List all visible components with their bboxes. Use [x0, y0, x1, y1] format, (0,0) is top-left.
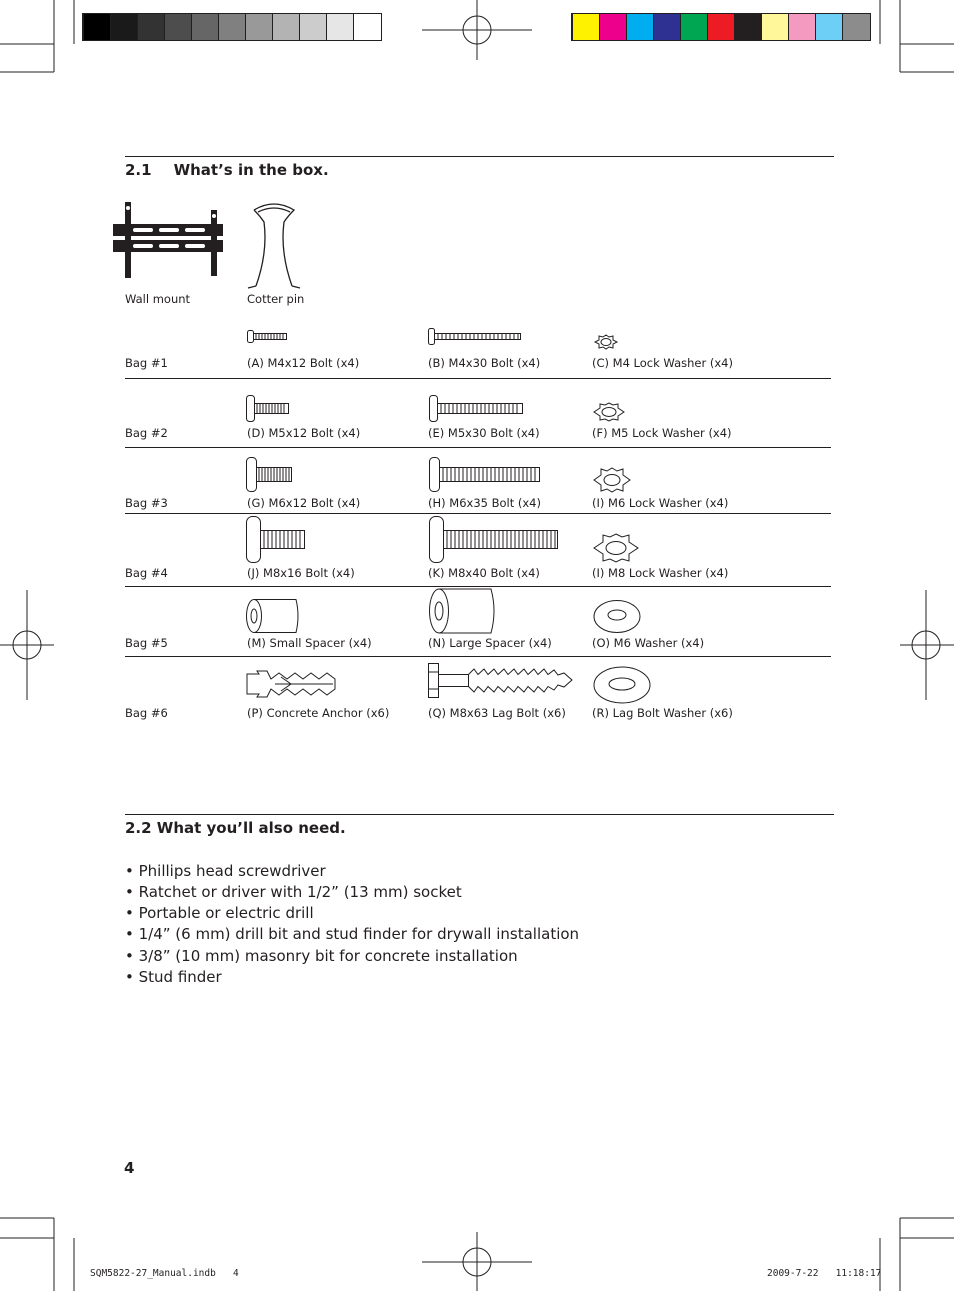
bag-label: Bag #6: [125, 706, 168, 720]
tool-list-item: • Phillips head screwdriver: [125, 862, 326, 880]
section-title: What’s in the box.: [173, 161, 329, 179]
item-label: (E) M5x30 Bolt (x4): [428, 426, 540, 440]
item-label: (F) M5 Lock Washer (x4): [592, 426, 732, 440]
section-rule: [125, 814, 834, 815]
row-divider: [125, 378, 831, 379]
bolt-e-illustration: [429, 395, 525, 423]
item-label: (D) M5x12 Bolt (x4): [247, 426, 361, 440]
item-label: (B) M4x30 Bolt (x4): [428, 356, 541, 370]
wall-mount-illustration: [113, 200, 225, 280]
bolt-k-illustration: [429, 516, 561, 564]
item-label: (C) M4 Lock Washer (x4): [592, 356, 733, 370]
item-label: (N) Large Spacer (x4): [428, 636, 552, 650]
bolt-j-illustration: [246, 516, 308, 564]
row-divider: [125, 513, 831, 514]
concrete-anchor-illustration: [245, 669, 339, 699]
bolt-a-illustration: [247, 330, 291, 344]
small-spacer-illustration: [246, 599, 302, 635]
bag-label: Bag #1: [125, 356, 168, 370]
lock-washer-m8-illustration: [593, 533, 639, 563]
tool-list-item: • Portable or electric drill: [125, 904, 314, 922]
item-label: (O) M6 Washer (x4): [592, 636, 705, 650]
item-label: (I) M6 Lock Washer (x4): [592, 496, 729, 510]
item-label: (P) Concrete Anchor (x6): [247, 706, 390, 720]
cotter-pin-illustration: [244, 202, 304, 290]
bag-label: Bag #2: [125, 426, 168, 440]
section-heading-in-box: [125, 161, 329, 179]
row-divider: [125, 656, 831, 657]
section-number: 2.1: [125, 161, 152, 179]
item-label: (R) Lag Bolt Washer (x6): [592, 706, 733, 720]
lock-washer-f-illustration: [593, 402, 625, 422]
section-heading-also-need: 2.2 What you’ll also need.: [125, 819, 346, 837]
item-label: (K) M8x40 Bolt (x4): [428, 566, 540, 580]
item-label: (J) M8x16 Bolt (x4): [247, 566, 355, 580]
bag-label: Bag #4: [125, 566, 168, 580]
item-label: (G) M6x12 Bolt (x4): [247, 496, 361, 510]
page-number: 4: [124, 1159, 135, 1177]
bag-label: Bag #3: [125, 496, 168, 510]
bolt-g-illustration: [246, 457, 294, 493]
item-label: (M) Small Spacer (x4): [247, 636, 372, 650]
bolt-b-illustration: [428, 328, 524, 346]
large-spacer-illustration: [429, 588, 499, 636]
lag-bolt-washer-illustration: [593, 666, 653, 704]
lag-bolt-illustration: [428, 663, 578, 699]
section-rule: [125, 156, 834, 157]
bag-label: Bag #5: [125, 636, 168, 650]
item-label: (I) M8 Lock Washer (x4): [592, 566, 729, 580]
item-label: (A) M4x12 Bolt (x4): [247, 356, 360, 370]
item-label: (H) M6x35 Bolt (x4): [428, 496, 541, 510]
slug-filename: SQM5822-27_Manual.indb 4: [90, 1268, 239, 1279]
wall-mount-label: Wall mount: [125, 292, 191, 306]
tool-list-item: • Ratchet or driver with 1/2” (13 mm) socket: [125, 883, 462, 901]
tool-list-item: • 1/4” (6 mm) drill bit and stud finder for drywall installation: [125, 925, 580, 943]
m6-washer-illustration: [593, 600, 643, 634]
row-divider: [125, 586, 831, 587]
bolt-h-illustration: [429, 457, 543, 493]
tool-list-item: • 3/8” (10 mm) masonry bit for concrete installation: [125, 947, 518, 965]
cotter-pin-label: Cotter pin: [247, 292, 305, 306]
row-divider: [125, 447, 831, 448]
slug-timestamp: 2009-7-22 11:18:17: [767, 1268, 882, 1279]
lock-washer-c-illustration: [594, 334, 618, 350]
bolt-d-illustration: [246, 395, 292, 423]
tool-list-item: • Stud finder: [125, 968, 222, 986]
lock-washer-i-illustration: [593, 467, 631, 493]
item-label: (Q) M8x63 Lag Bolt (x6): [428, 706, 566, 720]
